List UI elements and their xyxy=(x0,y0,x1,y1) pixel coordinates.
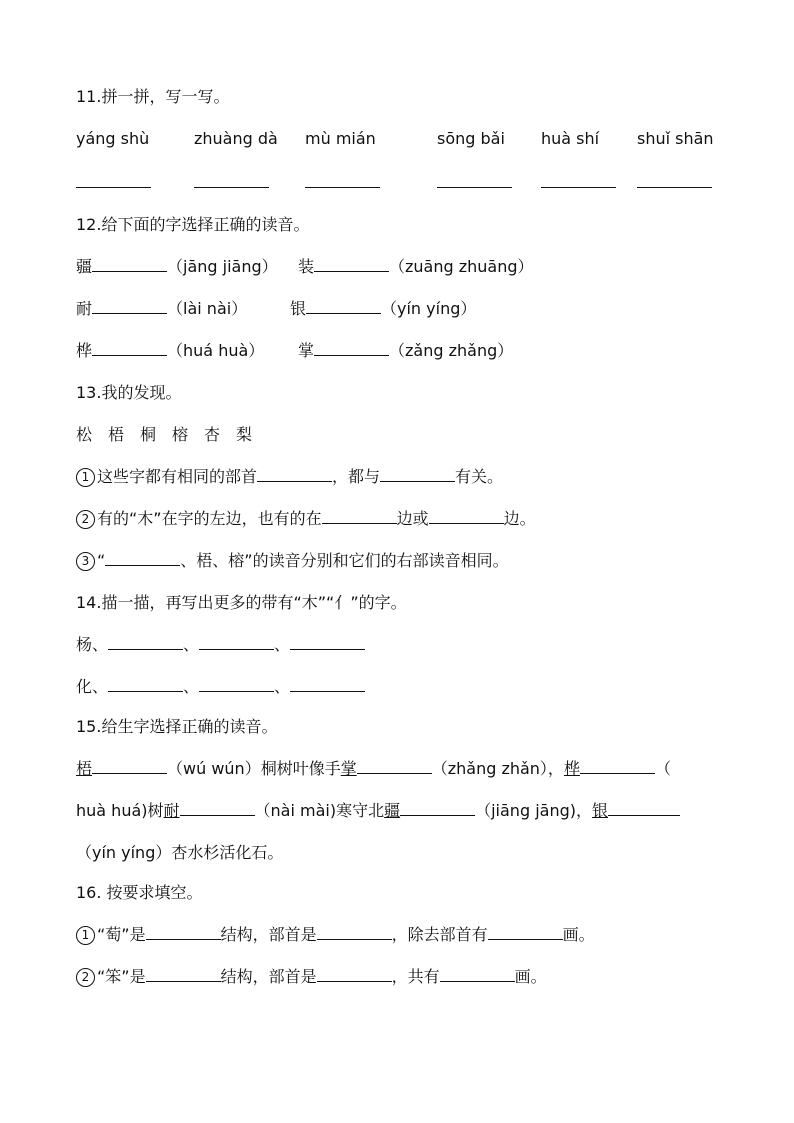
q12-item-jiang xyxy=(76,256,278,278)
q13-item-3: 3 “ 、梧、榕”的读音分别和它们的右部读音相同。 xyxy=(76,550,509,572)
q15-target-char: 掌 xyxy=(340,759,357,778)
q11-answer-blank-4[interactable] xyxy=(437,173,512,188)
q13-title: 13.我的发现。 xyxy=(76,383,182,402)
q12-item-hua xyxy=(76,340,264,362)
q11-answer-blank-3[interactable] xyxy=(305,173,380,188)
q15-blank[interactable] xyxy=(580,759,655,774)
q12-char: 桦 xyxy=(76,341,93,360)
q12-options: （jāng jiāng） xyxy=(167,257,278,276)
q15-blank[interactable] xyxy=(180,801,255,816)
q12-options: （huá huà） xyxy=(167,341,265,360)
q13-blank[interactable] xyxy=(257,467,332,482)
q15-line-2: huà huá)树耐 （nài mài)寒守北疆 （jiāng jāng)，银 xyxy=(76,800,680,822)
circled-number: 2 xyxy=(76,968,95,987)
q16-blank[interactable] xyxy=(146,925,221,940)
q15-line-3: （yín yíng）杏水杉活化石。 xyxy=(76,843,284,862)
q15-blank[interactable] xyxy=(400,801,475,816)
q12-item-zhang xyxy=(298,340,513,362)
q12-item-zhuang xyxy=(298,256,534,278)
q12-char: 银 xyxy=(290,299,307,318)
q13-chars: 松 梧 桐 榕 杏 梨 xyxy=(76,425,253,444)
circled-number: 2 xyxy=(76,510,95,529)
q12-blank[interactable] xyxy=(314,341,389,356)
q15-target-char: 梧 xyxy=(76,759,93,778)
q15-target-char: 耐 xyxy=(163,801,180,820)
q15-target-char: 银 xyxy=(591,801,608,820)
q12-title: 12.给下面的字选择正确的读音。 xyxy=(76,215,310,234)
q15-title: 15.给生字选择正确的读音。 xyxy=(76,717,278,736)
q11-title: 11.拼一拼，写一写。 xyxy=(76,87,230,106)
q13-blank[interactable] xyxy=(429,509,504,524)
q13-blank[interactable] xyxy=(380,467,455,482)
q14-row-hua: 化、 、 、 xyxy=(76,676,365,698)
q14-row-yang: 杨、 、 、 xyxy=(76,634,365,656)
q16-item-2: 2 “笨”是 结构，部首是 ，共有 画。 xyxy=(76,966,547,988)
q16-blank[interactable] xyxy=(440,967,515,982)
q12-char: 耐 xyxy=(76,299,93,318)
q11-pinyin-4: sōng bǎi xyxy=(437,129,505,148)
q16-blank[interactable] xyxy=(317,967,392,982)
q12-options: （zuāng zhuāng） xyxy=(389,257,534,276)
q12-item-yin xyxy=(290,298,476,320)
q11-answer-blank-6[interactable] xyxy=(637,173,712,188)
q12-char: 装 xyxy=(298,257,315,276)
q12-blank[interactable] xyxy=(92,257,167,272)
q11-pinyin-3: mù mián xyxy=(305,129,376,148)
q11-answer-blank-5[interactable] xyxy=(541,173,616,188)
q12-blank[interactable] xyxy=(306,299,381,314)
q12-blank[interactable] xyxy=(92,341,167,356)
q12-blank[interactable] xyxy=(92,299,167,314)
q15-blank[interactable] xyxy=(608,801,680,816)
q14-blank[interactable] xyxy=(108,635,183,650)
circled-number: 1 xyxy=(76,926,95,945)
q12-options: （zǎng zhǎng） xyxy=(389,341,514,360)
q14-blank[interactable] xyxy=(199,677,274,692)
q16-title: 16. 按要求填空。 xyxy=(76,883,203,902)
q11-pinyin-1: yáng shù xyxy=(76,129,150,148)
q11-answer-blank-1[interactable] xyxy=(76,173,151,188)
q15-target-char: 疆 xyxy=(384,801,401,820)
q12-char: 掌 xyxy=(298,341,315,360)
q11-pinyin-2: zhuàng dà xyxy=(194,129,278,148)
q15-line-1: 梧 （wú wún）桐树叶像手掌 （zhǎng zhǎn），桦 （ xyxy=(76,759,671,778)
q13-blank[interactable] xyxy=(322,509,397,524)
q13-item-1: 1 这些字都有相同的部首 ，都与 有关。 xyxy=(76,466,503,488)
q11-pinyin-5: huà shí xyxy=(541,129,600,148)
q12-item-nai xyxy=(76,298,247,320)
q11-answer-blank-2[interactable] xyxy=(194,173,269,188)
q11-pinyin-6: shuǐ shān xyxy=(637,129,714,148)
q14-title: 14.描一描，再写出更多的带有“木”“亻”的字。 xyxy=(76,593,407,612)
q15-blank[interactable] xyxy=(357,759,432,774)
q13-item-2: 2 有的“木”在字的左边，也有的在 边或 边。 xyxy=(76,508,536,530)
q14-blank[interactable] xyxy=(199,635,274,650)
q15-target-char: 桦 xyxy=(563,759,580,778)
q12-options: （lài nài） xyxy=(167,299,248,318)
q14-blank[interactable] xyxy=(108,677,183,692)
q16-blank[interactable] xyxy=(146,967,221,982)
q12-blank[interactable] xyxy=(314,257,389,272)
q13-blank[interactable] xyxy=(105,551,180,566)
q12-options: （yín yíng） xyxy=(381,299,477,318)
q15-blank[interactable] xyxy=(92,759,167,774)
q12-char: 疆 xyxy=(76,257,93,276)
circled-number: 1 xyxy=(76,468,95,487)
q16-blank[interactable] xyxy=(317,925,392,940)
q16-item-1: 1 “萄”是 结构，部首是 ，除去部首有 画。 xyxy=(76,924,595,946)
q14-blank[interactable] xyxy=(290,677,365,692)
q14-blank[interactable] xyxy=(290,635,365,650)
circled-number: 3 xyxy=(76,552,95,571)
q16-blank[interactable] xyxy=(488,925,563,940)
